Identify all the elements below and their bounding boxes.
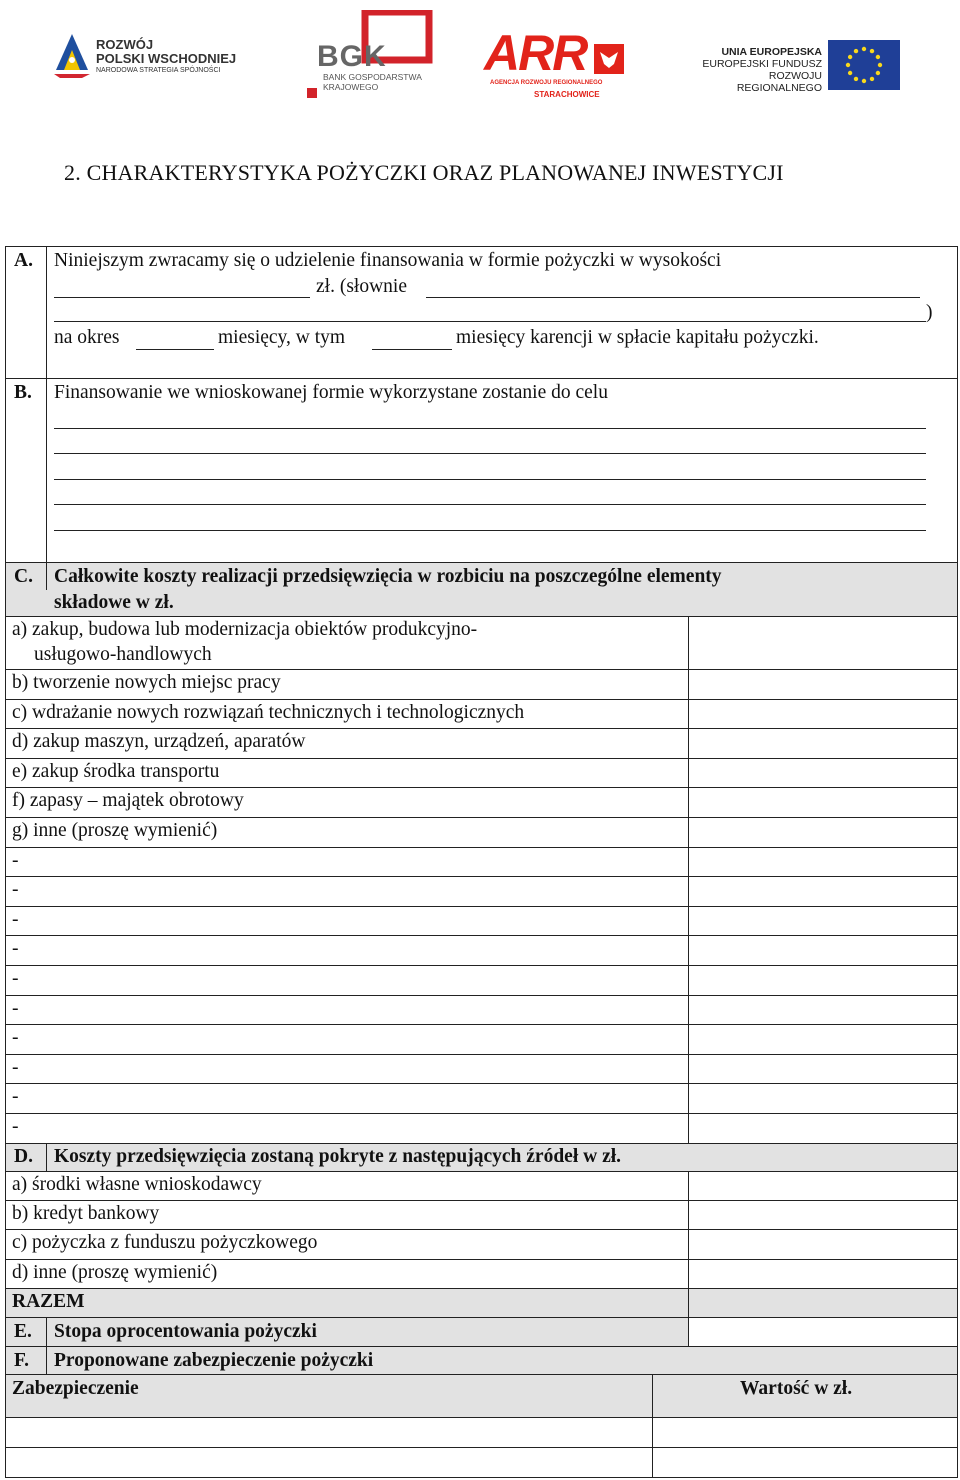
cost-value-cell[interactable] — [689, 936, 957, 964]
section-d-letter: D. — [14, 1146, 33, 1167]
grace-months-field[interactable] — [372, 349, 452, 350]
value-divider — [688, 1317, 689, 1346]
cost-item-label: a) zakup, budowa lub modernizacja obiektów produkcyjno- — [12, 619, 478, 640]
arr-line2: STARACHOWICE — [534, 90, 600, 99]
cost-value-cell[interactable] — [689, 1084, 957, 1112]
section-a-letter: A. — [14, 250, 33, 271]
cost-value-cell[interactable] — [689, 759, 957, 787]
letter-divider — [46, 1346, 47, 1374]
security-column-header: Zabezpieczenie — [12, 1378, 139, 1399]
funding-value-cell[interactable] — [689, 1260, 957, 1287]
cost-item-label: - — [12, 1027, 19, 1049]
section-e-letter: E. — [14, 1321, 32, 1342]
section-e-title: Stopa oprocentowania pożyczki — [54, 1321, 317, 1342]
cost-item-label: usługowo-handlowych — [34, 644, 212, 665]
letter-divider — [46, 1317, 47, 1346]
cost-value-cell[interactable] — [689, 907, 957, 935]
eu-line3: ROZWOJU REGIONALNEGO — [736, 70, 822, 94]
section-c-title-1: Całkowite koszty realizacji przedsięwzięcia w rozbiciu na poszczególne elementy — [54, 566, 722, 587]
section-a-line1: Niniejszym zwracamy się o udzielenie finansowania w formie pożyczki w wysokości — [54, 250, 722, 271]
value-input-cell[interactable] — [653, 1418, 957, 1446]
value-column-header: Wartość w zł. — [740, 1378, 853, 1399]
page-title: 2. CHARAKTERYSTYKA POŻYCZKI ORAZ PLANOWANEJ INWESTYCJI — [64, 160, 784, 185]
cost-item-label: - — [12, 968, 19, 989]
cost-value-cell[interactable] — [689, 729, 957, 757]
letter-divider — [46, 562, 47, 590]
cost-value-cell[interactable] — [689, 1114, 957, 1142]
eu-logo — [700, 40, 905, 92]
cost-value-cell[interactable] — [689, 818, 957, 846]
cost-value-cell[interactable] — [689, 700, 957, 728]
cost-item-label: - — [12, 849, 19, 871]
letter-divider — [46, 1143, 47, 1171]
rpw-line3: NARODOWA STRATEGIA SPÓJNOŚCI — [96, 67, 221, 74]
section-f-letter: F. — [14, 1350, 29, 1371]
bgk-line2: KRAJOWEGO — [323, 82, 379, 92]
cost-item-label: g) inne (proszę wymienić) — [12, 820, 218, 841]
cost-item-label: - — [12, 997, 19, 1019]
funding-source-label: b) kredyt bankowy — [12, 1203, 160, 1225]
section-f-title: Proponowane zabezpieczenie pożyczki — [54, 1350, 374, 1371]
funding-value-cell[interactable] — [689, 1230, 957, 1257]
amount-words-field-2[interactable] — [54, 321, 926, 322]
purpose-line-1[interactable] — [54, 428, 926, 429]
section-b-letter: B. — [14, 382, 32, 403]
section-b-text: Finansowanie we wnioskowanej formie wykorzystane zostanie do celu — [54, 382, 608, 403]
row-divider — [5, 562, 958, 563]
amount-field[interactable] — [54, 297, 310, 298]
funding-source-label: d) inne (proszę wymienić) — [12, 1261, 218, 1283]
period-label: na okres — [54, 327, 120, 348]
currency-label: zł. (słownie — [316, 276, 407, 297]
cost-item-label: f) zapasy – majątek obrotowy — [12, 790, 244, 812]
cost-value-cell[interactable] — [689, 788, 957, 816]
arr-abbr: ARR — [484, 25, 587, 81]
rpw-logo — [52, 30, 252, 90]
funding-source-label: a) środki własne wnioskodawcy — [12, 1174, 262, 1195]
row-divider — [5, 378, 958, 379]
eu-flag-icon — [828, 40, 900, 90]
section-c-letter: C. — [14, 566, 33, 587]
cost-value-cell[interactable] — [689, 877, 957, 905]
funding-source-label: c) pożyczka z funduszu pożyczkowego — [12, 1232, 318, 1254]
arr-line1: AGENCJA ROZWOJU REGIONALNEGO — [490, 80, 603, 86]
rpw-line1: ROZWÓJ — [96, 37, 154, 52]
cost-item-label: c) wdrażanie nowych rozwiązań technicznych i technologicznych — [12, 701, 525, 723]
bgk-logo — [305, 10, 435, 100]
cost-value-cell[interactable] — [689, 996, 957, 1024]
cost-item-label: d) zakup maszyn, urządzeń, aparatów — [12, 731, 306, 753]
funding-value-cell[interactable] — [689, 1201, 957, 1228]
eu-line1: UNIA EUROPEJSKA — [721, 46, 822, 58]
bgk-line1: BANK GOSPODARSTWA — [323, 72, 422, 82]
eu-line2: EUROPEJSKI FUNDUSZ — [702, 58, 822, 70]
rpw-emblem-icon — [52, 30, 92, 78]
purpose-line-5[interactable] — [54, 530, 926, 531]
row-divider — [5, 1374, 958, 1375]
cost-value-cell[interactable] — [689, 1025, 957, 1053]
grace-label: miesięcy karencji w spłacie kapitału pożyczki. — [456, 327, 819, 348]
amount-words-field[interactable] — [426, 297, 920, 298]
purpose-line-3[interactable] — [54, 479, 926, 480]
funding-value-cell[interactable] — [689, 1172, 957, 1199]
cost-item-label: - — [12, 908, 19, 930]
logo-bar — [0, 0, 960, 115]
total-label: RAZEM — [12, 1290, 85, 1312]
row-divider — [5, 1143, 958, 1144]
purpose-line-2[interactable] — [54, 453, 926, 454]
cost-value-cell[interactable] — [689, 848, 957, 876]
purpose-line-4[interactable] — [54, 504, 926, 505]
cost-value-cell[interactable] — [689, 1055, 957, 1083]
cost-item-label: - — [12, 879, 19, 901]
months-field[interactable] — [136, 349, 214, 350]
bgk-abbr: BGK — [317, 40, 387, 73]
months-label: miesięcy, w tym — [218, 327, 346, 348]
cost-value-cell[interactable] — [689, 617, 957, 668]
cost-item-label: b) tworzenie nowych miejsc pracy — [12, 672, 281, 693]
arr-eagle-icon — [594, 44, 624, 74]
rpw-line2: POLSKI WSCHODNIEJ — [96, 51, 237, 66]
security-input-cell[interactable] — [6, 1418, 651, 1446]
cost-item-label: - — [12, 1086, 19, 1108]
cost-value-cell[interactable] — [689, 670, 957, 698]
funding-value-cell[interactable] — [689, 1289, 957, 1316]
cost-item-label: - — [12, 938, 19, 960]
cost-item-label: - — [12, 1116, 19, 1137]
letter-divider — [46, 246, 47, 562]
close-paren: ) — [926, 302, 933, 323]
row-divider — [5, 1447, 958, 1448]
cost-item-label: - — [12, 1056, 19, 1078]
cost-item-label: e) zakup środka transportu — [12, 760, 220, 782]
arr-logo — [482, 25, 627, 106]
section-d-title: Koszty przedsięwzięcia zostaną pokryte z następujących źródeł w zł. — [54, 1146, 622, 1167]
cost-value-cell[interactable] — [689, 966, 957, 994]
section-c-title-2: składowe w zł. — [54, 592, 174, 613]
